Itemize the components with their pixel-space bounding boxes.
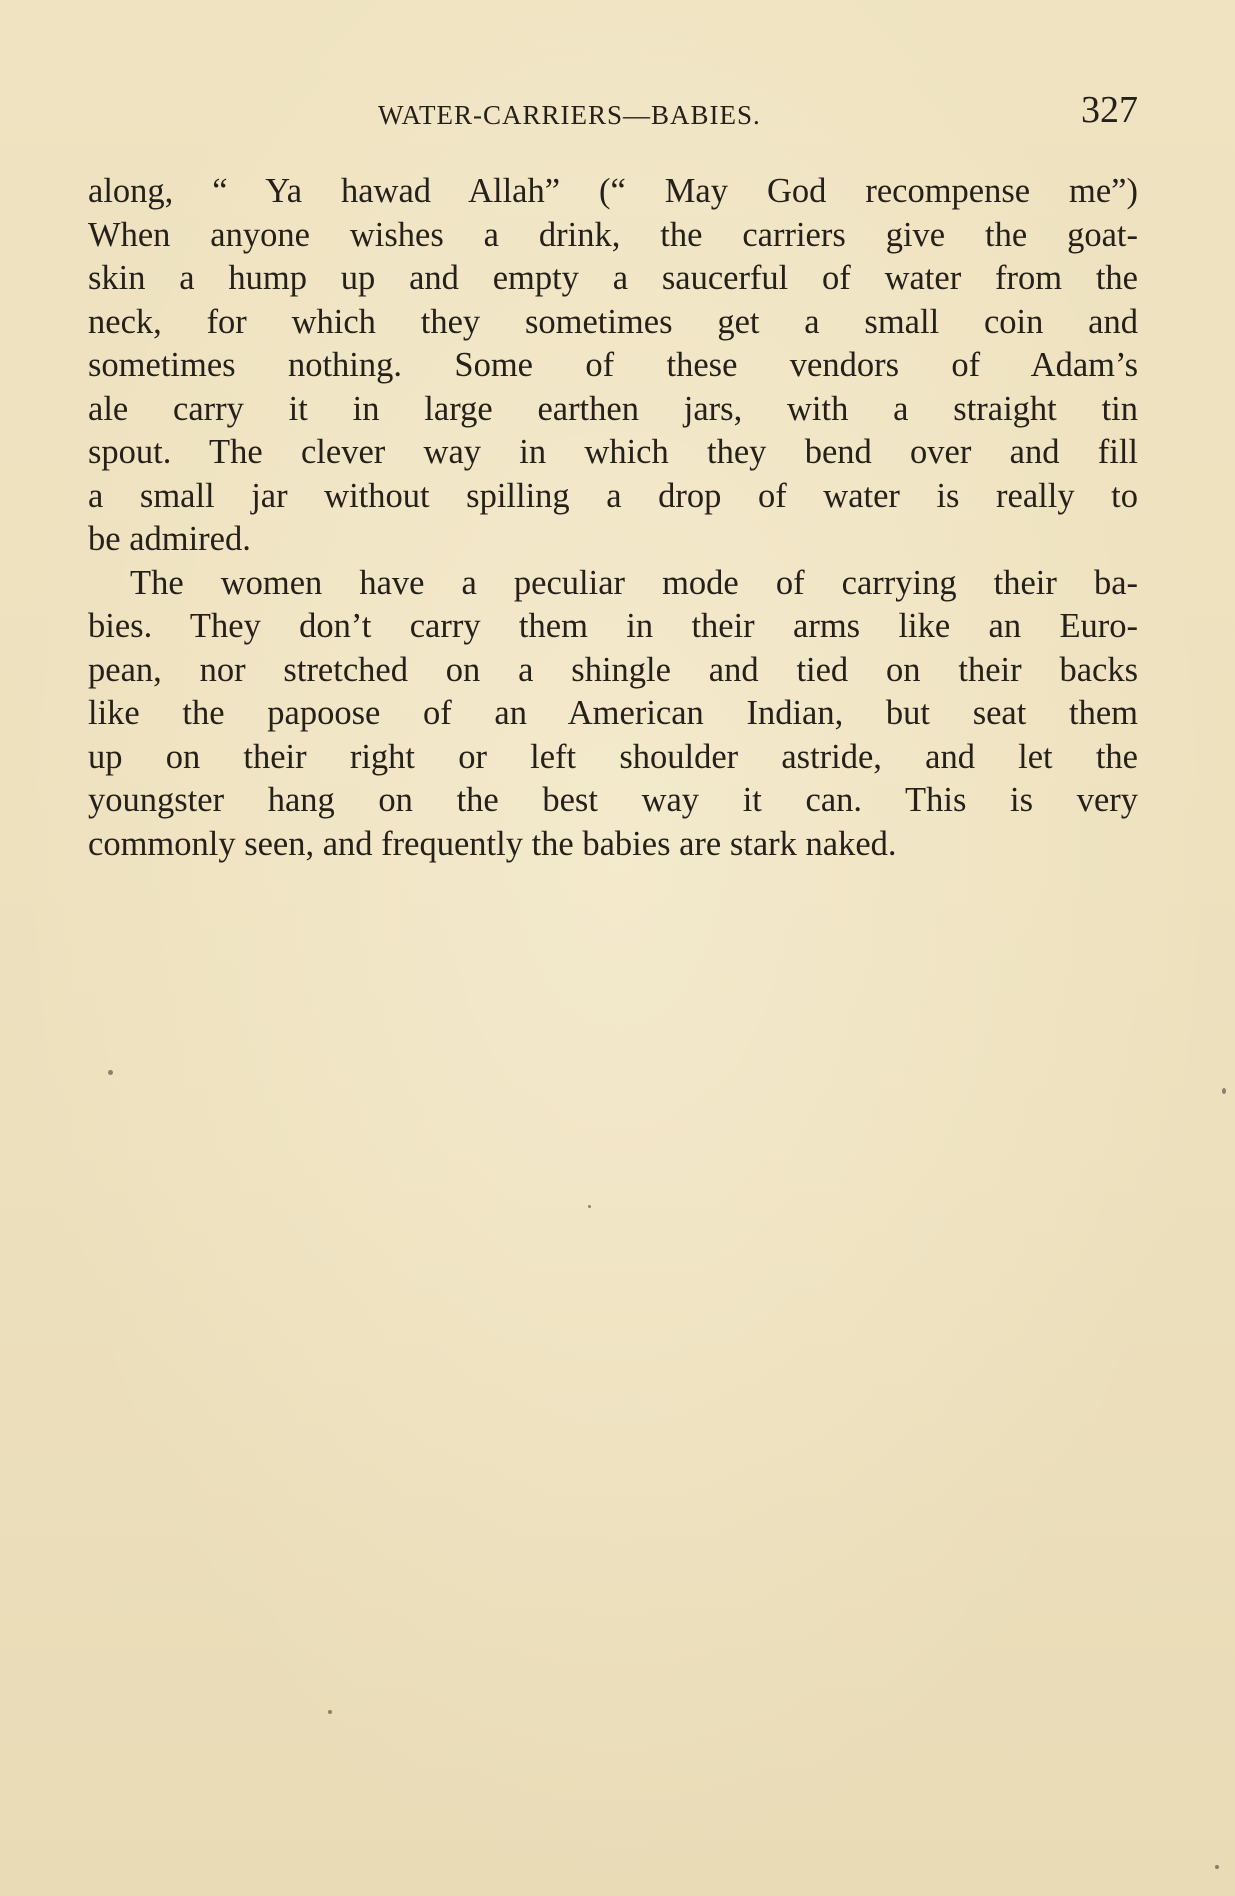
- paper-speck: [588, 1205, 591, 1208]
- page-number: 327: [1081, 89, 1138, 131]
- paper-speck: [1222, 1088, 1226, 1094]
- text-line: neck, for which they sometimes get a small coin and: [88, 302, 1138, 341]
- paragraph-first-line: The women have a peculiar mode of carrying their ba-: [130, 563, 1138, 602]
- text-line: youngster hang on the best way it can. This is very: [88, 781, 1138, 819]
- text-line: spout. The clever way in which they bend over and fill: [88, 433, 1138, 471]
- chapter-heading: WATER-CARRIERS—BABIES.: [378, 100, 761, 130]
- paper-speck: [1215, 1865, 1219, 1869]
- body-text: [88, 170, 1138, 866]
- text-line: bies. They don’t carry them in their arms like an Euro-: [88, 607, 1138, 645]
- text-line: like the papoose of an American Indian, but seat them: [88, 694, 1138, 732]
- paper-speck: [328, 1710, 332, 1714]
- text-line: ale carry it in large earthen jars, with a straight tin: [88, 389, 1138, 428]
- paper-speck: [108, 1070, 113, 1075]
- text-line: be admired.: [88, 520, 251, 558]
- text-line: sometimes nothing. Some of these vendors of Adam’s: [88, 346, 1138, 384]
- text-line: up on their right or left shoulder astride, and let the: [88, 737, 1138, 776]
- text-line: along, “ Ya hawad Allah” (“ May God recompense me”): [88, 172, 1138, 210]
- text-line: skin a hump up and empty a saucerful of water from the: [88, 259, 1138, 297]
- text-line: commonly seen, and frequently the babies are stark naked.: [88, 824, 897, 863]
- text-line: a small jar without spilling a drop of water is really to: [88, 476, 1138, 515]
- running-head: [88, 88, 1138, 138]
- text-line: pean, nor stretched on a shingle and tied on their backs: [88, 650, 1138, 689]
- text-line: When anyone wishes a drink, the carriers give the goat-: [88, 215, 1138, 254]
